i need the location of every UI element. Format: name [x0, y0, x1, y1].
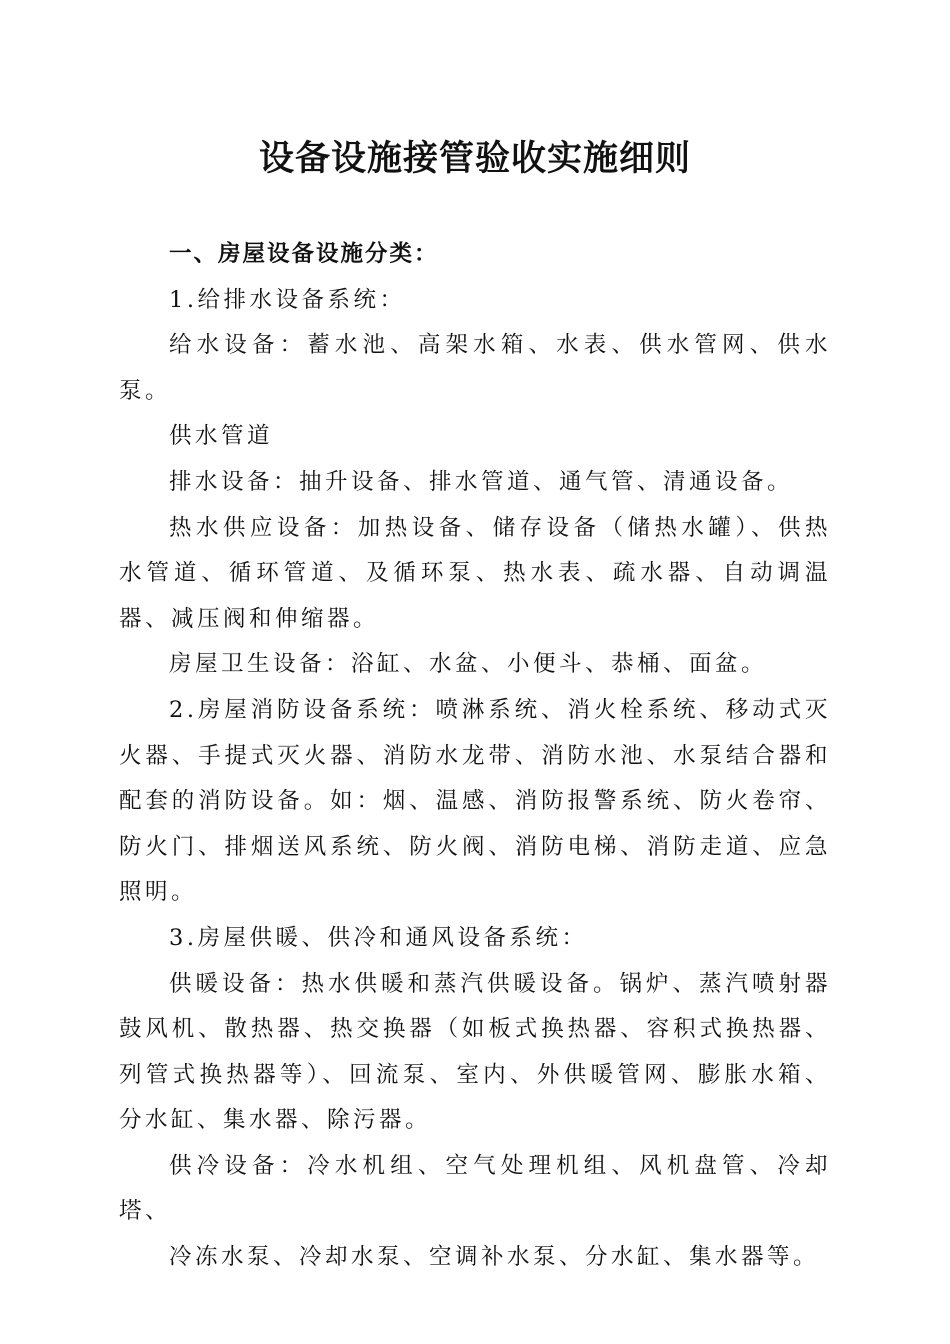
paragraph: 供暖设备：热水供暖和蒸汽供暖设备。锅炉、蒸汽喷射器鼓风机、散热器、热交换器（如板式换热器、容积式换热器、列管式换热器等）、回流泵、室内、外供暖管网、膨胀水箱、分水缸、集水器、除污器。 [119, 970, 831, 1134]
subsection-heading: 1.给排水设备系统： [169, 286, 406, 313]
paragraph: 热水供应设备：加热设备、储存设备（储热水罐）、供热水管道、循环管道、及循环泵、热水表、疏水器、自动调温器、减压阀和伸缩器。 [119, 514, 831, 632]
paragraph: 供水管道 [169, 423, 274, 450]
subsection-heading: 3.房屋供暖、供冷和通风设备系统： [169, 924, 588, 951]
paragraph: 排水设备：抽升设备、排水管道、通气管、清通设备。 [169, 468, 794, 495]
paragraph: 给水设备：蓄水池、高架水箱、水表、供水管网、供水泵。 [119, 332, 831, 404]
document-body [119, 232, 831, 1281]
section-heading: 一、房屋设备设施分类： [169, 241, 439, 267]
paragraph: 冷冻水泵、冷却水泵、空调补水泵、分水缸、集水器等。 [169, 1244, 820, 1271]
paragraph: 供冷设备：冷水机组、空气处理机组、风机盘管、冷却塔、 [119, 1152, 831, 1225]
paragraph: 房屋卫生设备：浴缸、水盆、小便斗、恭桶、面盆。 [169, 651, 768, 678]
document-title: 设备设施接管验收实施细则 [258, 138, 691, 179]
paragraph: 2.房屋消防设备系统：喷淋系统、消火栓系统、移动式灭火器、手提式灭火器、消防水龙带、消防水池、水泵结合器和配套的消防设备。如：烟、温感、消防报警系统、防火卷帘、防火门、排烟送风系统、防火阀、消防电梯、消防走道、应急照明。 [119, 696, 831, 906]
